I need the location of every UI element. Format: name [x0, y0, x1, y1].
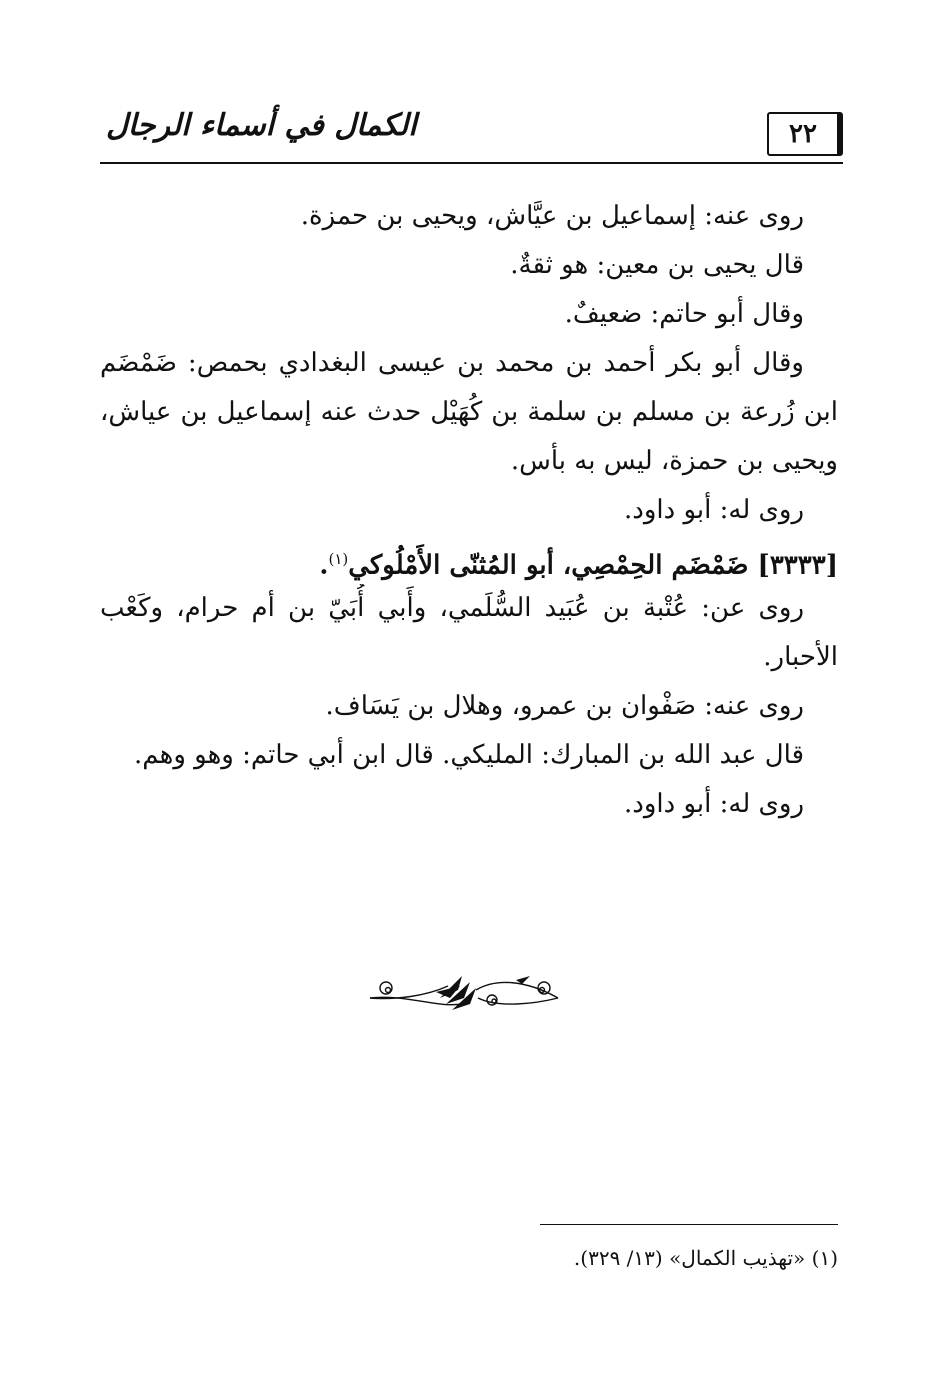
text-line: ويحيى بن حمزة، ليس به بأس.: [510, 446, 838, 476]
text-line: روى عنه: صَفْوان بن عمرو، وهلال بن يَسَاف.: [325, 691, 804, 721]
entry-heading: [100, 535, 838, 584]
footnote-marker: (١): [328, 550, 349, 568]
text-line: روى عن: عُتْبة بن عُبَيد السُّلَمي، وأَبي أُبَيّ بن أم حرام، وكَعْب: [100, 593, 804, 623]
footnote: (١) «تهذيب الكمال» (١٣/ ٣٢٩).: [573, 1246, 838, 1270]
text-line: روى له: أبو داود.: [624, 495, 804, 525]
text-line: ابن زُرعة بن مسلم بن سلمة بن كُهَيْل حدث عنه إسماعيل بن عياش،: [100, 397, 838, 427]
text-line: وقال أبو حاتم: ضعيفٌ.: [564, 299, 804, 329]
text-line: قال عبد الله بن المبارك: المليكي. قال ابن أبي حاتم: وهو وهم.: [134, 740, 804, 770]
ornament-divider: [366, 968, 562, 1018]
page-header: [100, 104, 843, 164]
text-line: قال يحيى بن معين: هو ثقةٌ.: [510, 250, 804, 280]
main-text: [100, 192, 838, 829]
entry-heading-text: [٣٣٣٣] ضَمْضَم الحِمْصِي، أبو المُثنّى الأَمْلُوكي: [348, 550, 838, 581]
header-rule: [100, 162, 843, 164]
text-line: روى له: أبو داود.: [624, 789, 804, 819]
entry-heading-end: .: [319, 550, 329, 581]
text-line: الأحبار.: [763, 642, 838, 672]
text-line: روى عنه: إسماعيل بن عيَّاش، ويحيى بن حمزة.: [300, 201, 804, 231]
text-line: وقال أبو بكر أحمد بن محمد بن عيسى البغدادي بحمص: ضَمْضَم: [100, 348, 804, 378]
book-title: الكمال في أسماء الرجال: [106, 108, 417, 143]
page-number-box: [767, 112, 843, 156]
footnote-rule: [540, 1224, 838, 1225]
page-number: ٢٢: [789, 119, 817, 149]
